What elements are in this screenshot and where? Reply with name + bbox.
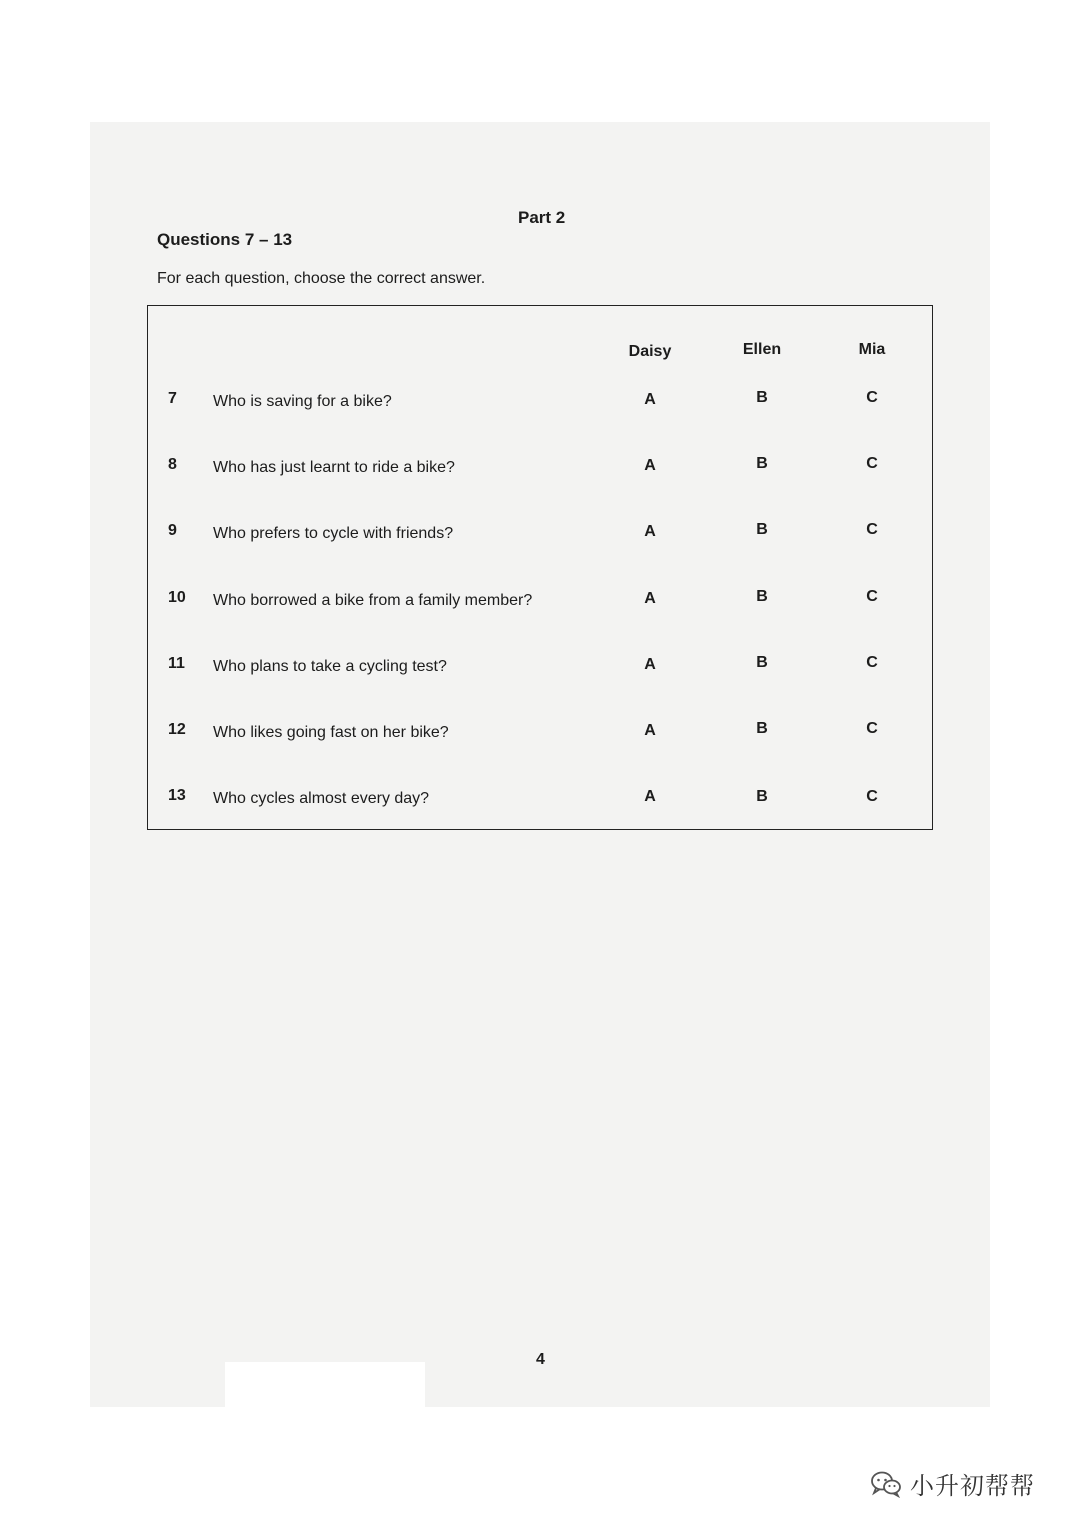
column-header-daisy: Daisy xyxy=(628,343,672,360)
option-b[interactable]: B xyxy=(756,588,768,605)
wechat-icon xyxy=(870,1470,902,1498)
option-b[interactable]: B xyxy=(756,455,768,472)
column-header-mia: Mia xyxy=(858,341,886,358)
option-a[interactable]: A xyxy=(644,391,656,408)
option-c[interactable]: C xyxy=(866,455,878,472)
watermark-text: 小升初帮帮 xyxy=(910,1473,1035,1500)
question-text: Who cycles almost every day? xyxy=(213,790,430,807)
option-a[interactable]: A xyxy=(644,457,656,474)
question-text: Who is saving for a bike? xyxy=(213,393,392,410)
questions-title: Questions 7 – 13 xyxy=(157,230,293,249)
option-c[interactable]: C xyxy=(866,521,878,538)
page-number: 4 xyxy=(536,1351,545,1368)
question-row xyxy=(148,589,932,619)
question-number: 7 xyxy=(168,390,177,407)
option-b[interactable]: B xyxy=(756,521,768,538)
option-c[interactable]: C xyxy=(866,654,878,671)
option-a[interactable]: A xyxy=(644,590,656,607)
question-row xyxy=(148,787,932,817)
question-row xyxy=(148,456,932,486)
option-c[interactable]: C xyxy=(866,788,878,805)
question-text: Who plans to take a cycling test? xyxy=(213,658,447,675)
question-number: 9 xyxy=(168,522,177,539)
option-b[interactable]: B xyxy=(756,389,768,406)
question-row xyxy=(148,390,932,420)
question-text: Who borrowed a bike from a family member? xyxy=(213,592,533,609)
option-a[interactable]: A xyxy=(644,523,656,540)
column-header-ellen: Ellen xyxy=(742,341,782,358)
watermark xyxy=(870,1466,1035,1501)
question-number: 13 xyxy=(168,787,186,804)
option-a[interactable]: A xyxy=(644,788,656,805)
question-text: Who has just learnt to ride a bike? xyxy=(213,459,455,476)
part-title: Part 2 xyxy=(518,208,566,227)
page-footer-blank xyxy=(225,1362,425,1410)
option-c[interactable]: C xyxy=(866,720,878,737)
question-table xyxy=(147,305,933,830)
option-b[interactable]: B xyxy=(756,654,768,671)
option-a[interactable]: A xyxy=(644,656,656,673)
question-row xyxy=(148,721,932,751)
option-c[interactable]: C xyxy=(866,588,878,605)
option-b[interactable]: B xyxy=(756,720,768,737)
option-a[interactable]: A xyxy=(644,722,656,739)
question-row xyxy=(148,522,932,552)
instruction-text: For each question, choose the correct answer. xyxy=(157,270,486,287)
question-row xyxy=(148,655,932,685)
question-number: 8 xyxy=(168,456,177,473)
option-c[interactable]: C xyxy=(866,389,878,406)
question-text: Who likes going fast on her bike? xyxy=(213,724,449,741)
question-number: 10 xyxy=(168,589,186,606)
question-number: 12 xyxy=(168,721,186,738)
question-text: Who prefers to cycle with friends? xyxy=(213,525,454,542)
option-b[interactable]: B xyxy=(756,788,768,805)
question-number: 11 xyxy=(168,655,185,672)
